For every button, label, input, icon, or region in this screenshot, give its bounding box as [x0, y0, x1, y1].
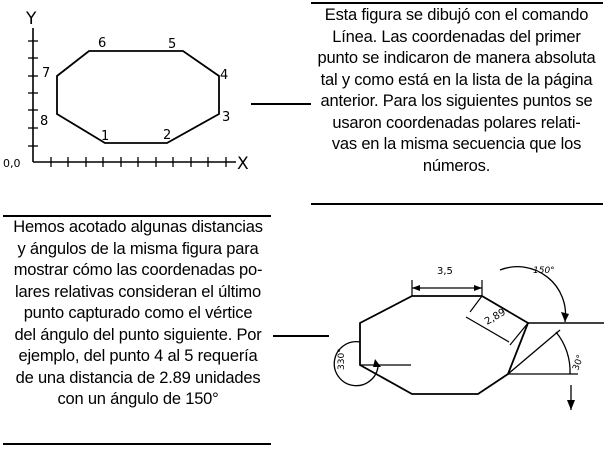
vertex-label-1: 1: [101, 129, 110, 144]
top-text-line: anterior. Para los siguientes puntos se: [320, 92, 593, 110]
top-text-rule-bottom: [311, 203, 603, 205]
bottom-text-line: mostrar cómo las coordenadas po-: [13, 261, 263, 279]
dim-diag-ext-b: [510, 323, 528, 345]
origin-label: 0,0: [3, 157, 21, 170]
top-text-line: números.: [422, 156, 491, 175]
top-text-line: Esta figura se dibujó con el comando: [324, 6, 589, 24]
top-figure: [28, 28, 236, 167]
top-text-line: vas en la misma secuencia que los: [331, 135, 582, 153]
vertex-label-6: 6: [98, 36, 107, 51]
bottom-text-rule-bottom: [3, 443, 271, 445]
bottom-text-line: de una distancia de 2.89 unidades: [15, 368, 261, 387]
vertex-label-8: 8: [40, 114, 49, 129]
angle-arc-30: [556, 332, 570, 374]
dim-top-arrow-right: [474, 285, 482, 291]
y-axis-label: Y: [26, 9, 37, 29]
angle-150-label: 150°: [533, 266, 555, 276]
dim-diag-label: 2,89: [483, 306, 508, 328]
bottom-text-line: lares relativas consideran el último: [15, 282, 261, 301]
vertex-label-2: 2: [163, 128, 172, 143]
vertex-label-3: 3: [222, 110, 231, 125]
angle-330-label: 330°: [337, 348, 347, 370]
bottom-text-line: con un ángulo de 150°: [57, 390, 219, 408]
bottom-text-rule-top: [3, 215, 271, 217]
angle-arc-30-arrow: [567, 400, 575, 410]
vertex-label-4: 4: [220, 68, 229, 83]
vertex-label-7: 7: [42, 66, 51, 81]
top-text-line: Línea. Las coordenadas del primer: [332, 27, 581, 46]
x-axis-label: X: [237, 154, 249, 174]
bottom-text-line: ejemplo, del punto 4 al 5 requería: [18, 347, 258, 365]
dimensioned-figure: [334, 267, 604, 410]
top-text-line: punto se indicaron de manera absoluta: [317, 49, 596, 67]
vertex-label-5: 5: [168, 37, 177, 52]
top-text-rule-top: [311, 2, 603, 4]
dim-top-label: 3,5: [437, 266, 453, 277]
top-description: [304, 5, 609, 177]
top-text-line: tal y como está en la lista de la página: [320, 70, 593, 89]
bottom-text-line: punto capturado como el vértice: [23, 304, 253, 322]
dim-top-arrow-left: [412, 285, 420, 291]
bottom-description: [0, 217, 276, 411]
angle-arc-150-arrow: [561, 312, 569, 322]
dim-diag-ext-a: [470, 296, 482, 312]
octagon-shape: [57, 51, 219, 143]
angle-30-label: 30°: [571, 353, 587, 373]
top-text-line: usaron coordenadas polares relati-: [332, 113, 581, 132]
bottom-text-line: Hemos acotado algunas distancias: [13, 218, 263, 236]
bottom-text-line: del ángulo del punto siguiente. Por: [14, 325, 262, 344]
angle-arc-330-arrow: [373, 359, 381, 367]
bottom-text-line: y ángulos de la misma figura para: [17, 239, 259, 258]
